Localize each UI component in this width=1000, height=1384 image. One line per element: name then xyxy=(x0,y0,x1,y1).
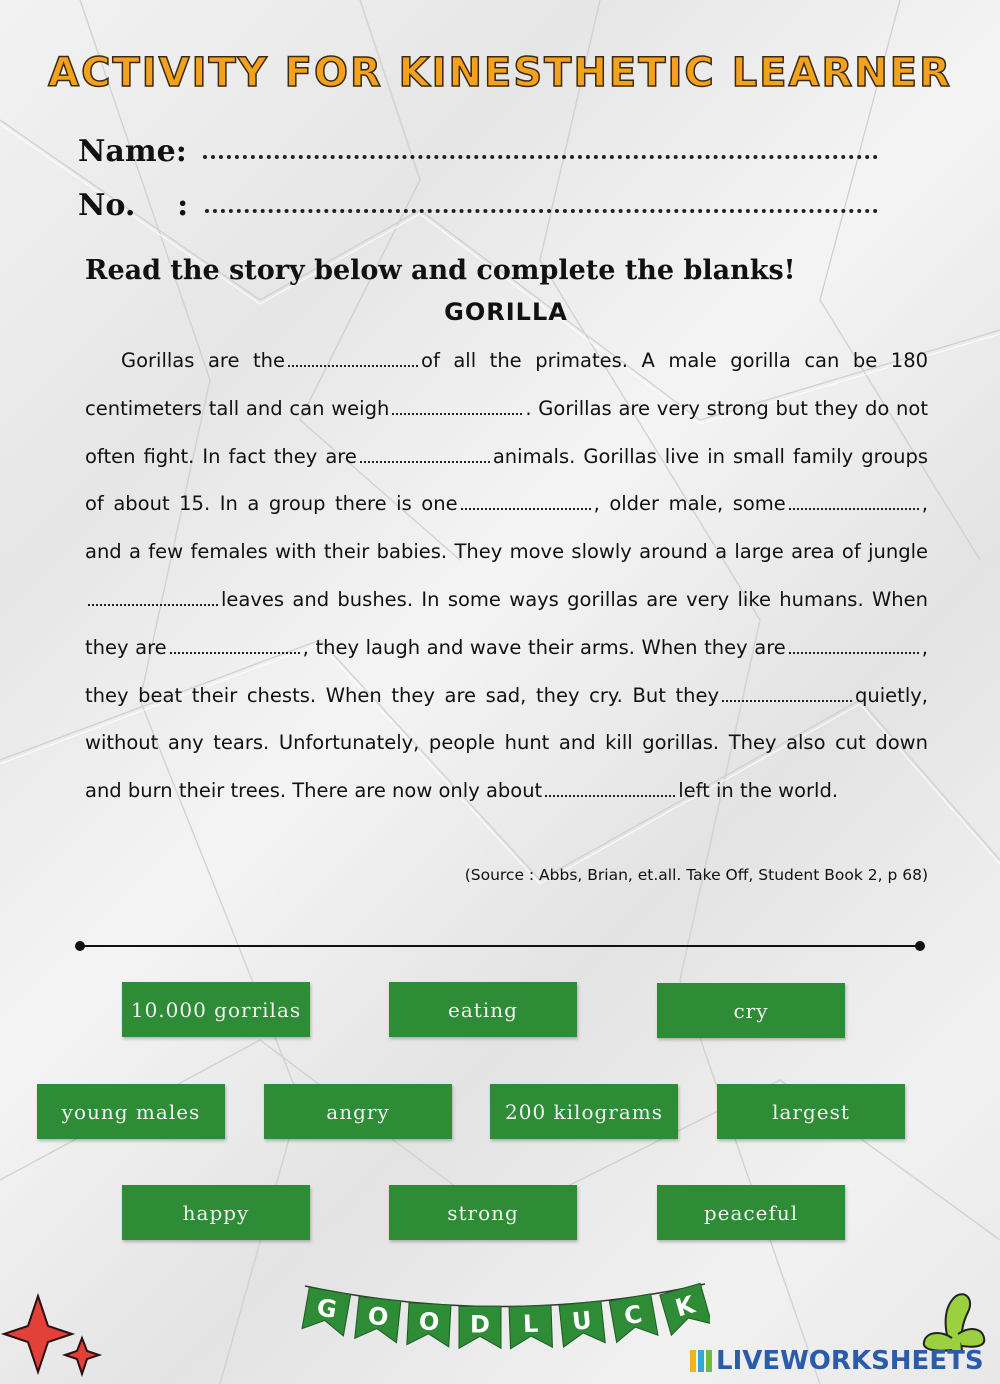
brand-name: LIVEWORKSHEETS xyxy=(716,1346,984,1376)
banner-flag xyxy=(355,1297,401,1343)
word-card[interactable]: angry xyxy=(264,1084,452,1139)
story-segment: of all the primates. A male gorilla can be 180 centimeters tall and can weigh xyxy=(85,349,929,420)
blank-6[interactable] xyxy=(88,594,218,606)
blank-3[interactable] xyxy=(360,451,490,463)
blank-9[interactable] xyxy=(722,690,852,702)
good-luck-banner xyxy=(300,1278,710,1374)
word-card[interactable]: happy xyxy=(122,1185,310,1240)
name-label: Name: xyxy=(78,134,198,169)
banner-letter: U xyxy=(570,1306,594,1336)
name-field[interactable] xyxy=(78,134,878,174)
brand-footer xyxy=(690,1342,984,1380)
number-blank-line[interactable] xyxy=(205,203,878,213)
page-title: ACTIVITY FOR KINESTHETIC LEARNER xyxy=(48,50,952,96)
story-title: GORILLA xyxy=(444,298,568,326)
word-card[interactable]: peaceful xyxy=(657,1185,845,1240)
number-field[interactable] xyxy=(78,188,878,228)
word-card[interactable]: eating xyxy=(389,982,577,1037)
word-card[interactable]: largest xyxy=(717,1084,905,1139)
word-card[interactable]: young males xyxy=(37,1084,225,1139)
blank-2[interactable] xyxy=(392,403,522,415)
number-label: No. : xyxy=(78,188,199,223)
banner-letter: G xyxy=(314,1293,340,1325)
story-segment: quietly, without any tears. Unfortunately, people hunt and kill gorillas. They also cut down and burn their trees. There are now only about xyxy=(85,683,928,803)
banner-flag xyxy=(407,1303,451,1347)
blank-7[interactable] xyxy=(170,642,300,654)
word-card[interactable]: 10.000 gorrilas xyxy=(122,982,310,1037)
word-card[interactable]: cry xyxy=(657,983,845,1038)
blank-1[interactable] xyxy=(288,355,418,367)
banner-flag xyxy=(559,1301,605,1347)
story-segment: , and a few females with their babies. They move slowly around a large area of jungle xyxy=(85,492,928,564)
sparkle-icon xyxy=(0,1290,110,1380)
banner-letter: D xyxy=(470,1310,490,1339)
divider-end-dot xyxy=(915,941,925,951)
banner-flag xyxy=(459,1306,501,1348)
banner-letter: L xyxy=(522,1309,539,1339)
liveworksheets-logo-icon xyxy=(690,1350,712,1372)
instructions: Read the story below and complete the blanks! xyxy=(85,255,796,286)
story-segment: , they laugh and wave their arms. When they are xyxy=(302,635,786,659)
banner-letter: C xyxy=(622,1299,645,1331)
blank-10[interactable] xyxy=(545,785,675,797)
word-card[interactable]: 200 kilograms xyxy=(490,1084,678,1139)
blank-5[interactable] xyxy=(789,498,919,510)
word-card[interactable]: strong xyxy=(389,1185,577,1240)
banner-letter: K xyxy=(672,1290,698,1323)
story-segment: , older male, some xyxy=(593,492,786,516)
banner-flag xyxy=(509,1305,552,1348)
source-citation: (Source : Abbs, Brian, et.all. Take Off, Student Book 2, p 68) xyxy=(464,866,928,884)
story-segment: Gorillas are the xyxy=(121,349,286,372)
blank-8[interactable] xyxy=(789,642,919,654)
banner-letter: O xyxy=(418,1307,440,1337)
story-segment: . Gorillas are very strong but they do not often fight. In fact they are xyxy=(85,396,928,468)
name-blank-line[interactable] xyxy=(203,149,878,159)
story-segment: , they beat their chests. When they are sad, they cry. But they xyxy=(85,635,928,707)
banner-flag xyxy=(302,1287,351,1336)
divider-end-dot xyxy=(75,941,85,951)
blank-4[interactable] xyxy=(461,498,591,510)
banner-flag xyxy=(609,1294,658,1343)
divider-line xyxy=(80,945,920,947)
story-text xyxy=(85,337,928,815)
story-segment: animals. Gorillas live in small family groups of about 15. In a group there is one xyxy=(85,444,928,516)
story-segment: leaves and bushes. In some ways gorillas are very like humans. When they are xyxy=(85,587,928,659)
story-segment: left in the world. xyxy=(678,779,839,803)
banner-letter: O xyxy=(366,1301,390,1332)
